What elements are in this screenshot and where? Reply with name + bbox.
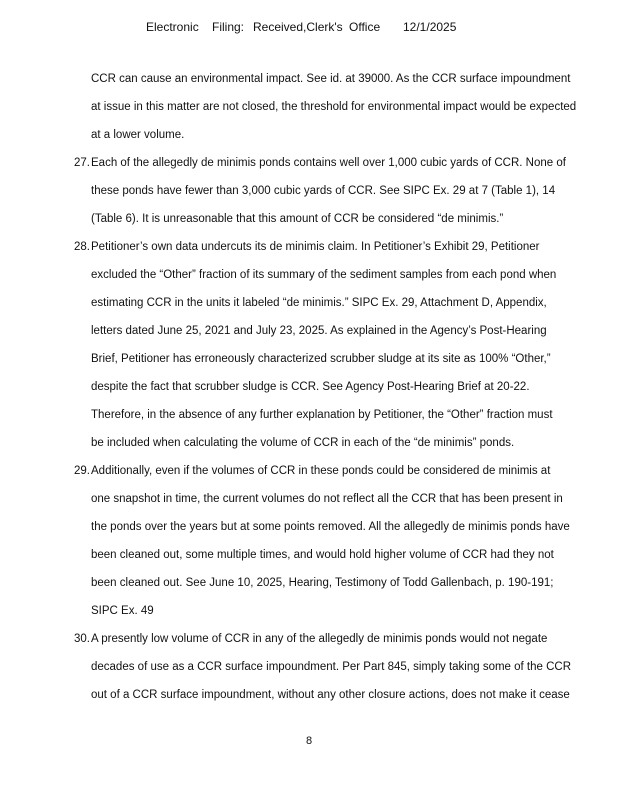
text-line: one snapshot in time, the current volumes do not reflect all the CCR that has been present in [91,493,563,505]
text-line: out of a CCR surface impoundment, without any other closure actions, does not make it cease [91,689,570,701]
text-line: A presently low volume of CCR in any of the allegedly de minimis ponds would not negate [91,633,548,645]
header-electronic: Electronic [146,20,199,34]
text-line: (Table 6). It is unreasonable that this amount of CCR be considered “de minimis.” [91,213,504,225]
text-line: letters dated June 25, 2021 and July 23, 2025. As explained in the Agency’s Post-Hearing [91,325,547,337]
header-received: Received,Clerk's [253,20,343,34]
page-number: 8 [305,735,313,747]
text-line: Each of the allegedly de minimis ponds contains well over 1,000 cubic yards of CCR. None of [91,157,566,169]
text-line: estimating CCR in the units it labeled “de minimis.” SIPC Ex. 29, Attachment D, Appendix, [91,297,547,309]
text-line: SIPC Ex. 49 [91,605,154,617]
paragraph-number: 30. [74,633,90,645]
text-line: decades of use as a CCR surface impoundment. Per Part 845, simply taking some of the CCR [91,661,572,673]
text-line: been cleaned out, some multiple times, and would hold higher volume of CCR had they not [91,549,554,561]
text-line: at issue in this matter are not closed, the threshold for environmental impact would be expected [91,101,577,113]
text-line: CCR can cause an environmental impact. See id. at 39000. As the CCR surface impoundment [91,73,571,85]
header-office: Office [349,20,381,34]
text-line: Additionally, even if the volumes of CCR in these ponds could be considered de minimis at [91,465,551,477]
text-line: Brief, Petitioner has erroneously characterized scrubber sludge at its site as 100% “Other,” [91,353,551,365]
text-line: Petitioner’s own data undercuts its de minimis claim. In Petitioner’s Exhibit 29, Petitioner [91,241,540,253]
text-line: Therefore, in the absence of any further explanation by Petitioner, the “Other” fraction must [91,409,553,421]
text-line: these ponds have fewer than 3,000 cubic yards of CCR. See SIPC Ex. 29 at 7 (Table 1), 14 [91,185,556,197]
text-line: despite the fact that scrubber sludge is CCR. See Agency Post-Hearing Brief at 20-22. [91,381,530,393]
header-date: 12/1/2025 [403,20,457,34]
text-line: the ponds over the years but at some points removed. All the allegedly de minimis ponds have [91,521,570,533]
text-line: at a lower volume. [91,129,185,141]
paragraph-number: 27. [74,157,90,169]
text-line: be included when calculating the volume of CCR in each of the “de minimis” ponds. [91,437,515,449]
paragraph-number: 28. [74,241,90,253]
header-filing: Filing: [212,20,245,34]
text-line: been cleaned out. See June 10, 2025, Hearing, Testimony of Todd Gallenbach, p. 190-191; [91,577,554,589]
text-line: excluded the “Other” fraction of its summary of the sediment samples from each pond when [91,269,557,281]
paragraph-number: 29. [74,465,90,477]
